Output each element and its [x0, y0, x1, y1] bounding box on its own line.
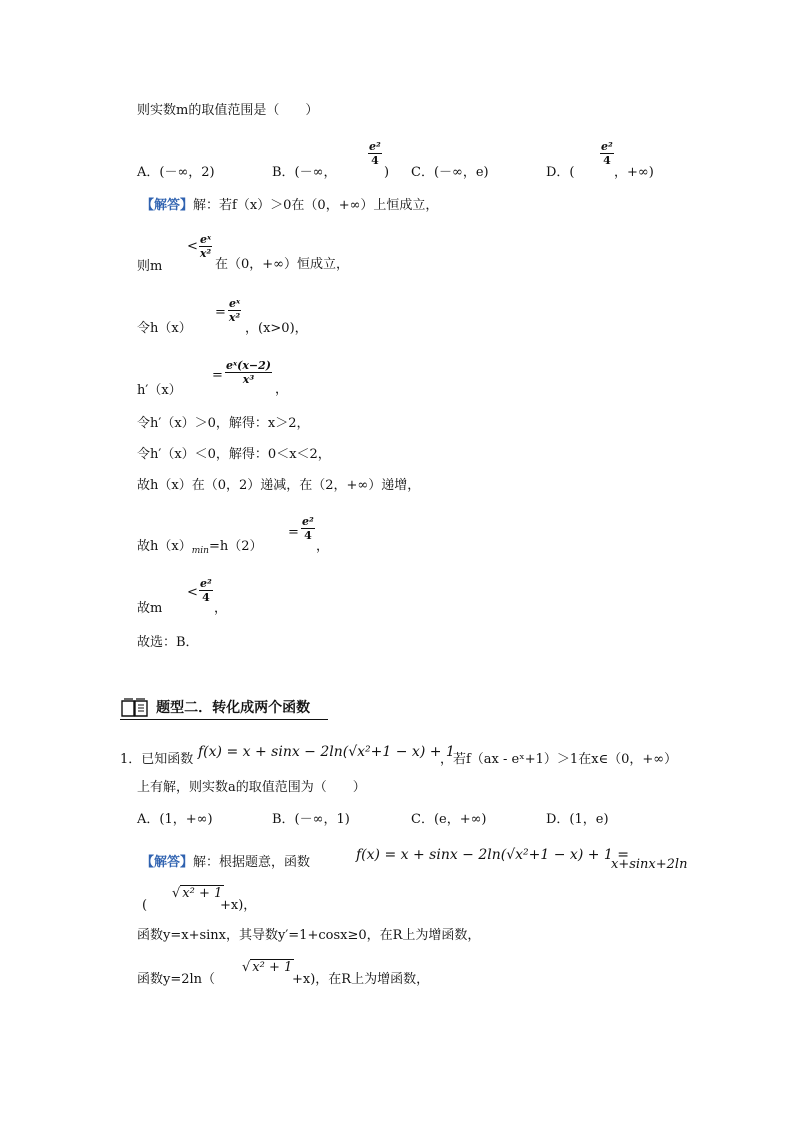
step-h-suffix: ，(x>0)， [245, 321, 308, 336]
frac-denominator: x² [199, 247, 212, 260]
frac-denominator: 4 [202, 591, 210, 604]
frac-numerator: e² [302, 515, 314, 528]
answer-tag: 【解答】 [141, 198, 194, 213]
frac-denominator: 4 [603, 154, 611, 167]
option-b2: B．(－∞，1) [272, 812, 350, 827]
answer-intro [141, 199, 438, 212]
step-h-prefix: 令h（x） [137, 321, 192, 336]
step-monotonic: 故h（x）在（0，2）递减，在（2，+∞）递增， [137, 478, 421, 493]
frac-denominator: x² [228, 311, 241, 324]
frac-denominator: x³ [242, 373, 255, 386]
option-b-suffix: ) [384, 165, 390, 180]
step-m-suffix: 在（0，+∞）恒成立， [215, 257, 349, 272]
option-d2: D．(1，e) [546, 812, 609, 827]
answer2-line2-suffix: +x)， [220, 898, 257, 913]
radical-content: x² + 1 [252, 960, 293, 975]
step-hp-prefix: h′（x） [137, 383, 182, 398]
step-min-suffix: ， [316, 539, 330, 554]
step-m-rel: < [187, 239, 198, 254]
frac-denominator: 4 [371, 154, 379, 167]
step-hp-fraction [225, 360, 272, 385]
step-hp-rel: = [212, 368, 223, 383]
step-m-fraction [199, 234, 212, 259]
step-final-suffix: ， [214, 601, 228, 616]
answer2-line4-suffix: +x)，在R上为增函数， [292, 972, 430, 987]
step-min-mid: =h（2） [208, 539, 263, 554]
answer-intro-text: 解：若f（x）＞0在（0，+∞）上恒成立， [193, 198, 439, 213]
q1-number: 1．已知函数 [120, 752, 194, 767]
sqrt-icon: √ [172, 886, 181, 901]
option-c: C．(－∞，e) [411, 165, 489, 180]
section-underline [120, 719, 328, 720]
frac-numerator: e² [200, 577, 212, 590]
answer2-function: f(x) = x + sinx − 2ln(√x²+1 − x) + 1 = [356, 847, 629, 863]
step-min-prefix: 故h（x） [137, 539, 192, 554]
frac-numerator: eˣ(x−2) [226, 359, 271, 372]
step-min-subscript: min [191, 546, 209, 556]
q1-line2: 上有解，则实数a的取值范围为（ ） [137, 780, 366, 795]
frac-numerator: eˣ [229, 297, 241, 310]
answer2-line2-prefix: ( [142, 898, 148, 913]
answer2-line4-prefix: 函数y=2ln（ [137, 972, 216, 987]
frac-numerator: eˣ [200, 233, 212, 246]
frac-numerator: e² [601, 140, 613, 153]
step-final-fraction [199, 578, 213, 603]
step-increase: 令h′（x）＞0，解得：x＞2， [137, 416, 310, 431]
answer2-radical [172, 887, 224, 900]
q1-condition: ，若f（ax - eˣ+1）＞1在x∈（0，+∞） [440, 752, 678, 767]
step-h-fraction [228, 298, 241, 323]
step-m-prefix: 则m [137, 259, 163, 274]
option-b-prefix: B．(－∞， [272, 165, 337, 180]
q1-function: f(x) = x + sinx − 2ln(√x²+1 − x) + 1 [198, 744, 455, 760]
step-min-rel: = [288, 525, 299, 540]
step-min-fraction [301, 516, 315, 541]
option-d-prefix: D．( [546, 165, 575, 180]
step-h-rel: = [215, 305, 226, 320]
step-choose: 故选：B． [137, 635, 199, 650]
option-d-fraction [600, 141, 614, 166]
frac-numerator: e² [369, 140, 381, 153]
option-d-suffix: ，+∞) [614, 165, 654, 180]
answer2-intro-text: 解：根据题意，函数 [193, 855, 311, 870]
option-c2: C．(e，+∞) [411, 812, 487, 827]
frac-denominator: 4 [304, 529, 312, 542]
radical-content: x² + 1 [182, 886, 223, 901]
question-stem-tail: 则实数m的取值范围是（ ） [137, 103, 319, 118]
answer-tag: 【解答】 [141, 855, 194, 870]
step-min [137, 540, 262, 556]
answer2-intro [141, 856, 310, 869]
section-title: 题型二．转化成两个函数 [156, 700, 311, 716]
step-decrease: 令h′（x）＜0，解得：0＜x＜2， [137, 447, 331, 462]
option-a2: A．(1，+∞) [137, 812, 213, 827]
section-header [120, 697, 310, 719]
book-icon [120, 697, 150, 719]
answer2-line3: 函数y=x+sinx，其导数y′=1+cosx≥0，在R上为增函数， [137, 928, 481, 943]
step-hp-suffix: ， [275, 382, 289, 397]
step-final-prefix: 故m [137, 601, 163, 616]
step-final-rel: < [187, 585, 198, 600]
sqrt-icon: √ [242, 960, 251, 975]
answer2-radical-2 [242, 961, 294, 974]
option-b-fraction [368, 141, 382, 166]
option-a: A．(－∞，2) [137, 165, 215, 180]
answer2-tail: x+sinx+2ln [611, 857, 688, 872]
